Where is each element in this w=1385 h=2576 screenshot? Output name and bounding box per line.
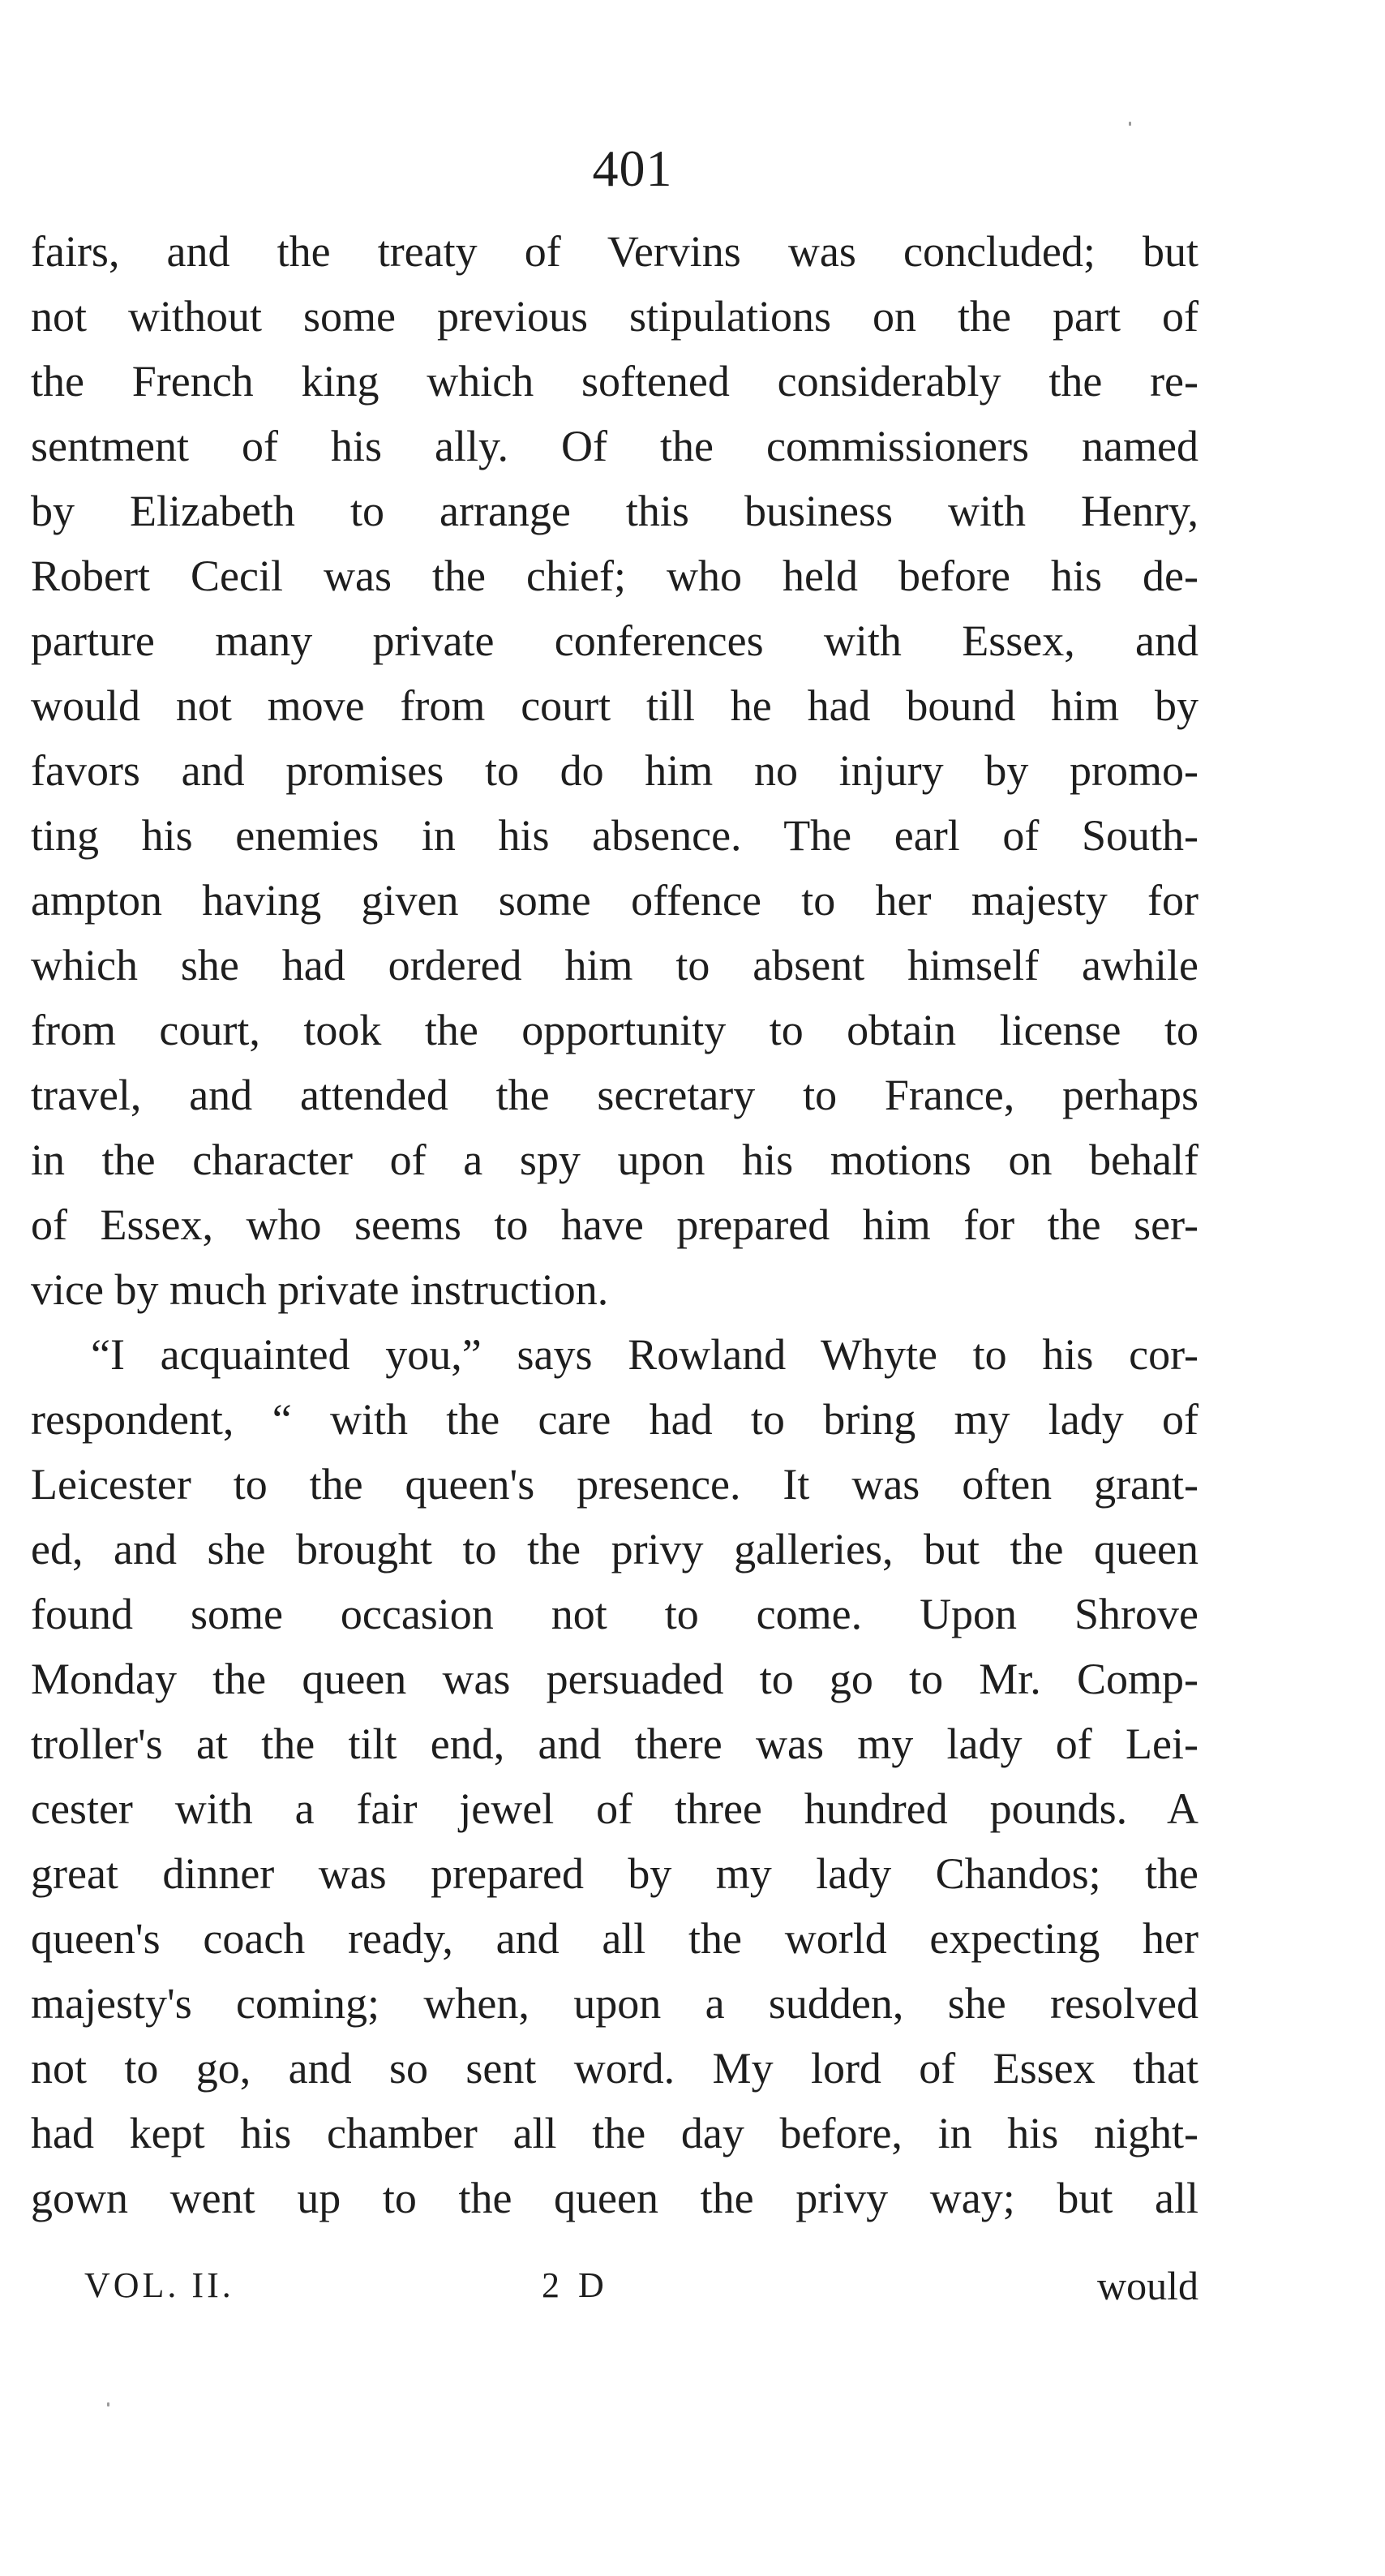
text-line: the French king which softened considerably the re-	[31, 357, 1198, 406]
paragraph-end-line: vice by much private instruction.	[31, 1265, 609, 1314]
text-line: troller's at the tilt end, and there was my lady of Lei-	[31, 1719, 1198, 1768]
text-line: ting his enemies in his absence. The earl of South-	[31, 811, 1198, 860]
text-line: which she had ordered him to absent himself awhile	[31, 941, 1198, 990]
catchword: would	[1097, 2263, 1198, 2308]
text-line: respondent, “ with the care had to bring my lady of	[31, 1395, 1198, 1444]
text-line: great dinner was prepared by my lady Chandos; the	[31, 1849, 1198, 1898]
text-line: fairs, and the treaty of Vervins was concluded; but	[31, 227, 1198, 276]
text-line: ed, and she brought to the privy galleries, but the queen	[31, 1525, 1198, 1574]
text-line: queen's coach ready, and all the world expecting her	[31, 1914, 1198, 1963]
text-line: ampton having given some offence to her majesty for	[31, 876, 1198, 925]
text-line: from court, took the opportunity to obtain license to	[31, 1006, 1198, 1054]
paragraph-start-line: “I acquainted you,” says Rowland Whyte to his cor-	[91, 1330, 1198, 1379]
text-line: of Essex, who seems to have prepared him for the ser-	[31, 1200, 1198, 1249]
text-line: not to go, and so sent word. My lord of Essex that	[31, 2044, 1198, 2093]
text-line: parture many private conferences with Essex, and	[31, 616, 1198, 665]
text-line: Leicester to the queen's presence. It was often grant-	[31, 1460, 1198, 1509]
text-line: majesty's coming; when, upon a sudden, she resolved	[31, 1979, 1198, 2028]
text-line: found some occasion not to come. Upon Shrove	[31, 1590, 1198, 1638]
text-line: would not move from court till he had bound him by	[31, 681, 1198, 730]
text-line: not without some previous stipulations on the part of	[31, 292, 1198, 341]
text-line: by Elizabeth to arrange this business with Henry,	[31, 487, 1198, 535]
text-line: favors and promises to do him no injury by promo-	[31, 746, 1198, 795]
paper-speck	[107, 2402, 109, 2406]
paper-speck	[1129, 122, 1131, 126]
signature-mark: 2 D	[542, 2265, 609, 2305]
text-line: Robert Cecil was the chief; who held before his de-	[31, 552, 1198, 600]
text-line: cester with a fair jewel of three hundred pounds. A	[31, 1784, 1198, 1833]
text-line: Monday the queen was persuaded to go to Mr. Comp-	[31, 1655, 1198, 1703]
text-line: travel, and attended the secretary to France, perhaps	[31, 1071, 1198, 1119]
text-line: sentment of his ally. Of the commissioners named	[31, 422, 1198, 470]
text-line: in the character of a spy upon his motions on behalf	[31, 1136, 1198, 1184]
page-footer	[0, 2253, 1385, 2318]
volume-label: VOL. II.	[84, 2265, 234, 2305]
body-text	[31, 219, 1198, 2230]
text-line: gown went up to the queen the privy way; but all	[31, 2174, 1198, 2222]
page-number: 401	[592, 140, 673, 197]
text-line: had kept his chamber all the day before, in his night-	[31, 2109, 1198, 2157]
